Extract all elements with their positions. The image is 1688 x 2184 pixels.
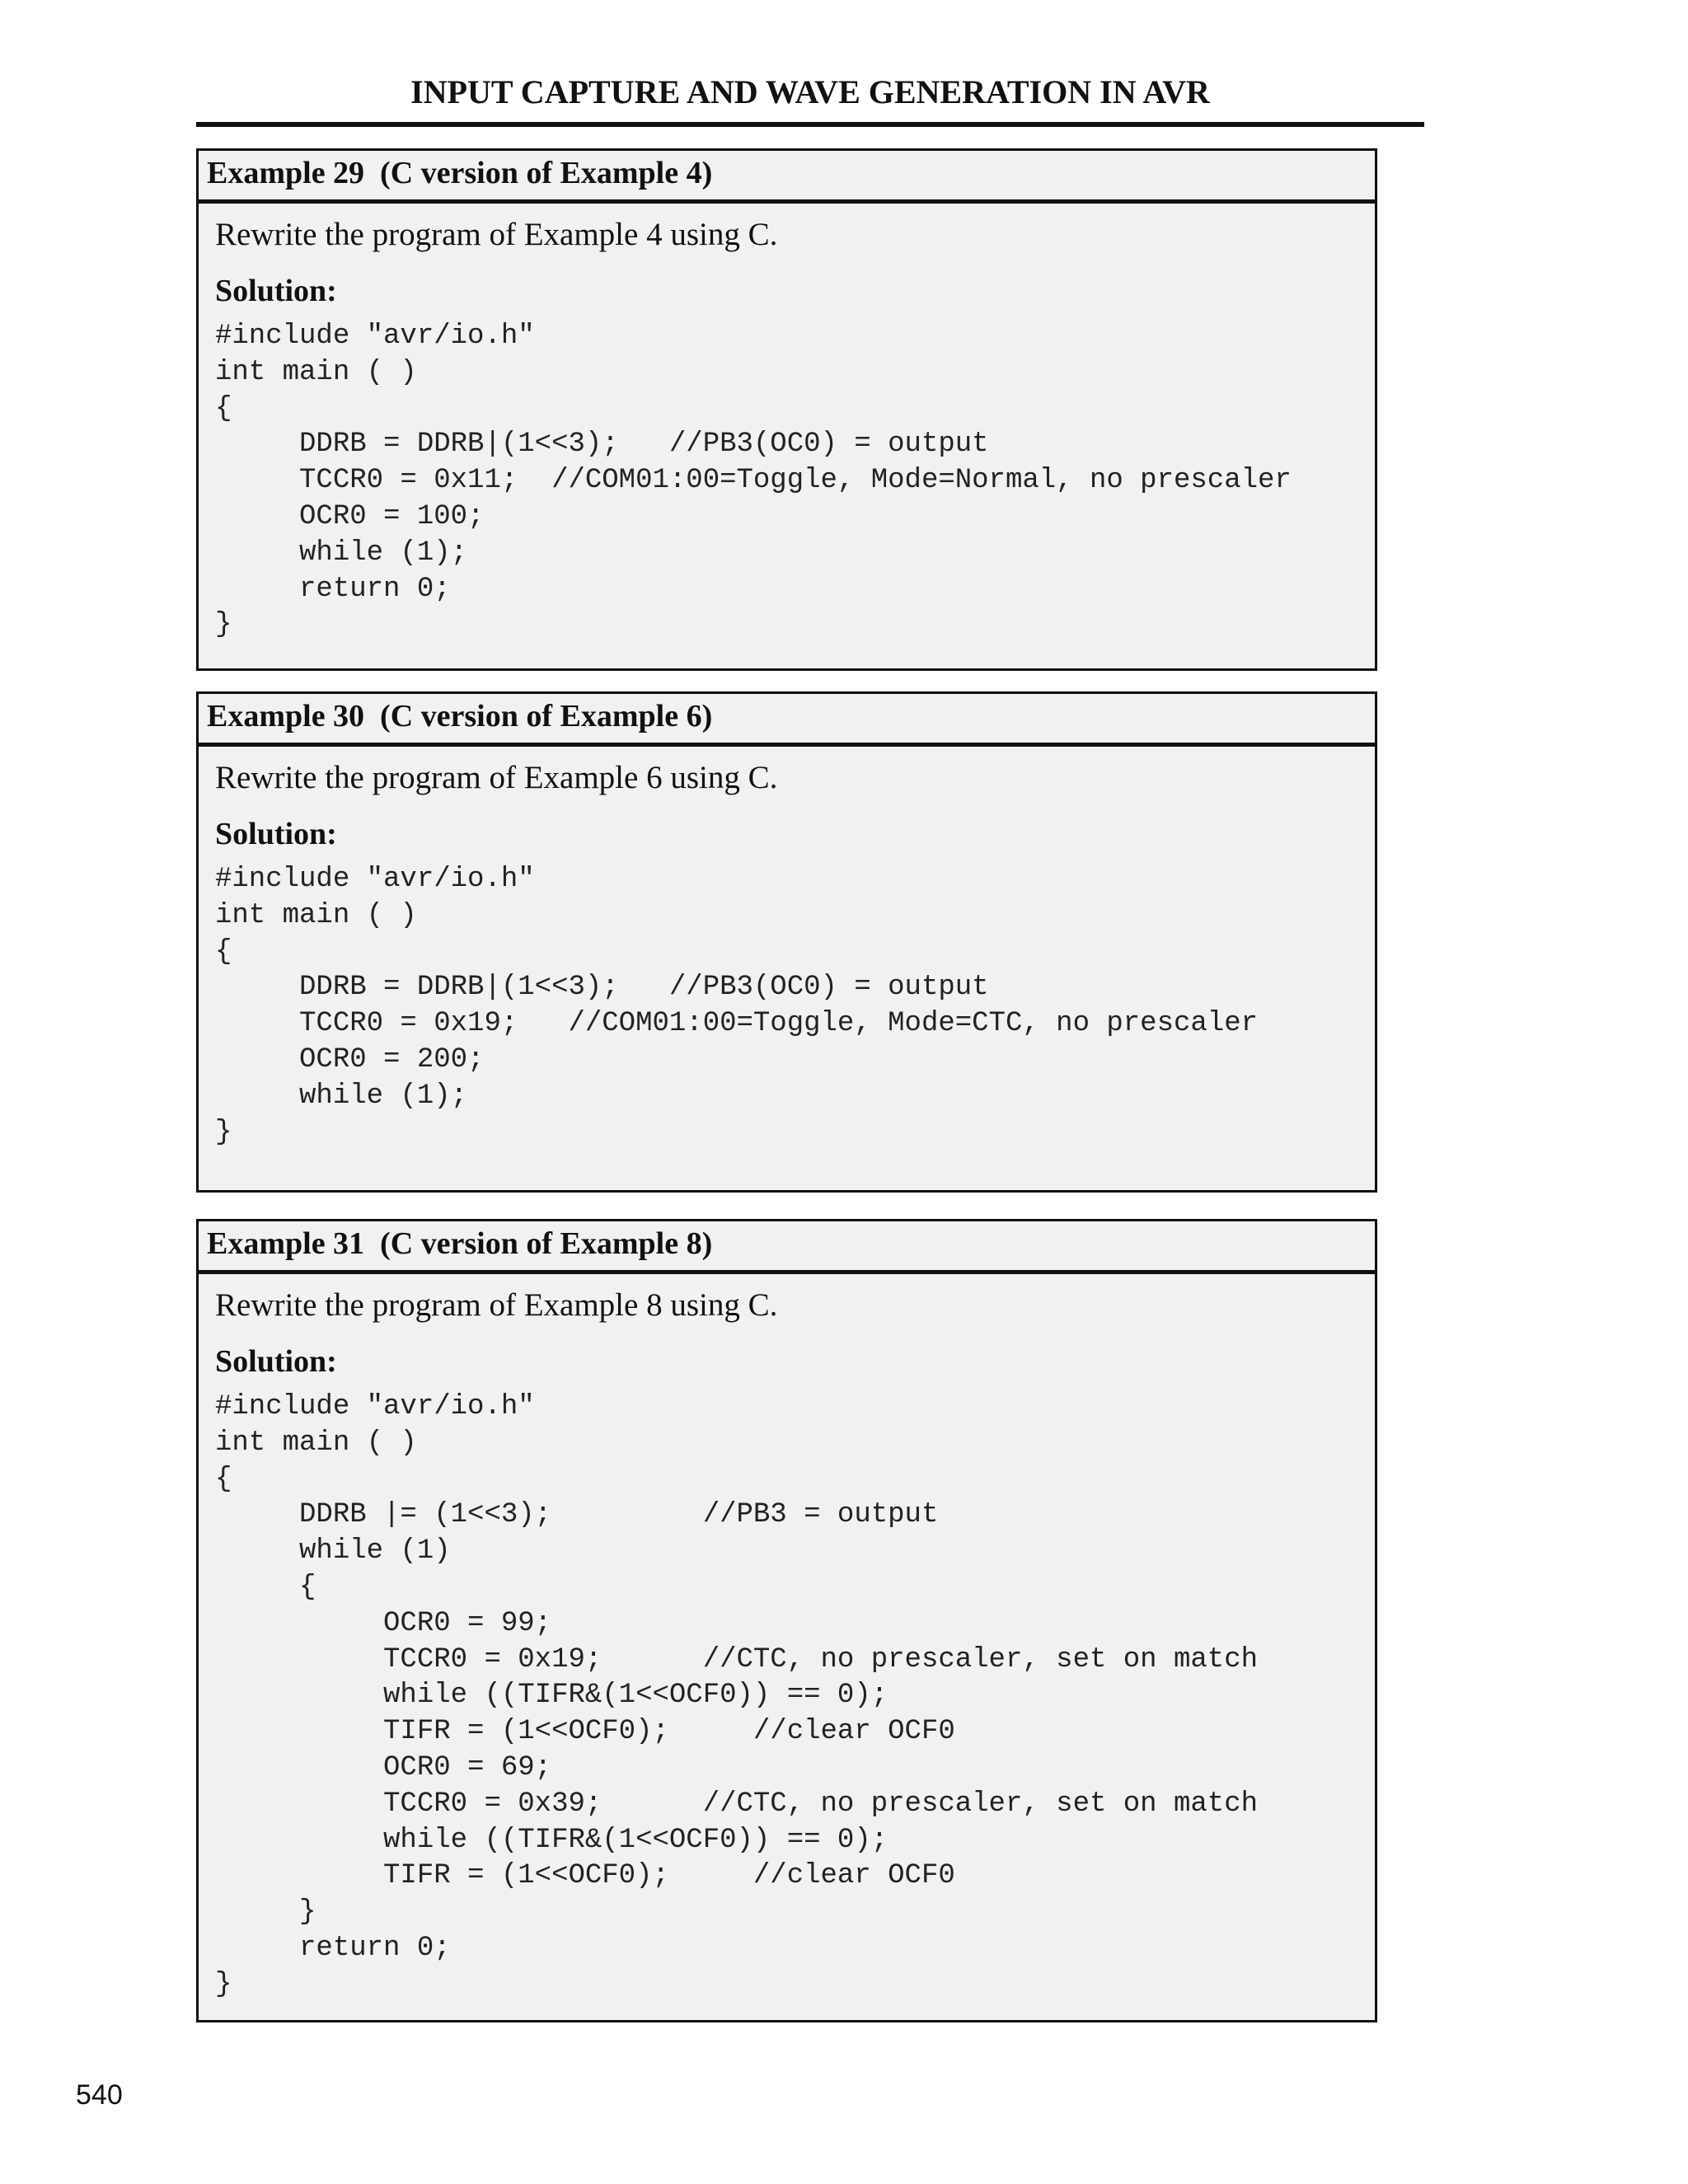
code-line: while (1) (215, 1535, 451, 1568)
code-line: OCR0 = 99; (215, 1607, 552, 1639)
code-line: return 0; (215, 1932, 451, 1964)
code-line: { (215, 1463, 232, 1495)
example-31-solution-label: Solution: (215, 1344, 337, 1379)
code-line: OCR0 = 100; (215, 500, 485, 532)
code-line: } (215, 1896, 316, 1929)
code-line: int main ( ) (215, 356, 417, 388)
example-30-box (196, 691, 1377, 1193)
code-line: TIFR = (1<<OCF0); //clear OCF0 (215, 1860, 955, 1892)
code-line: { (215, 935, 232, 968)
example-29-task: Rewrite the program of Example 4 using C. (215, 217, 778, 252)
code-line: OCR0 = 69; (215, 1751, 552, 1783)
page-header-title: INPUT CAPTURE AND WAVE GENERATION IN AVR (410, 73, 1210, 110)
page-number: 540 (76, 2079, 123, 2111)
example-30-solution-label: Solution: (215, 817, 337, 851)
example-31-body (199, 1274, 1375, 2004)
code-line: while (1); (215, 1080, 468, 1112)
code-line: DDRB = DDRB|(1<<3); //PB3(OC0) = output (215, 972, 989, 1004)
code-line: DDRB = DDRB|(1<<3); //PB3(OC0) = output (215, 429, 989, 461)
code-line: TCCR0 = 0x11; //COM01:00=Toggle, Mode=Normal, no prescaler (215, 465, 1292, 497)
example-31-task: Rewrite the program of Example 8 using C. (215, 1287, 778, 1323)
header-rule (196, 122, 1424, 127)
code-line: } (215, 1116, 232, 1148)
code-line: int main ( ) (215, 899, 417, 931)
code-line: #include "avr/io.h" (215, 1391, 535, 1422)
code-line: TCCR0 = 0x19; //COM01:00=Toggle, Mode=CTC, no prescaler (215, 1008, 1259, 1040)
code-line: TIFR = (1<<OCF0); //clear OCF0 (215, 1716, 955, 1748)
example-30-task: Rewrite the program of Example 6 using C. (215, 760, 778, 795)
example-30-title: Example 30 (C version of Example 6) (199, 694, 1375, 747)
code-line: { (215, 1571, 316, 1603)
code-line: TCCR0 = 0x19; //CTC, no prescaler, set on match (215, 1643, 1259, 1675)
code-line: DDRB |= (1<<3); //PB3 = output (215, 1499, 939, 1531)
example-29-body (199, 204, 1375, 644)
example-29-code (215, 319, 1375, 644)
example-29-box (196, 148, 1377, 671)
example-29-solution-label: Solution: (215, 274, 337, 308)
code-line: return 0; (215, 573, 451, 605)
code-line: OCR0 = 200; (215, 1043, 485, 1076)
example-29-title: Example 29 (C version of Example 4) (199, 151, 1375, 204)
code-line: while (1); (215, 537, 468, 569)
code-line: { (215, 392, 232, 424)
example-30-code (215, 862, 1375, 1151)
example-31-code (215, 1390, 1375, 2004)
example-31-title: Example 31 (C version of Example 8) (199, 1221, 1375, 1274)
code-line: TCCR0 = 0x39; //CTC, no prescaler, set on match (215, 1788, 1259, 1820)
example-31-box (196, 1219, 1377, 2022)
code-line: } (215, 1968, 232, 2000)
code-line: while ((TIFR&(1<<OCF0)) == 0); (215, 1680, 889, 1712)
example-30-body (199, 747, 1375, 1151)
code-line: } (215, 609, 232, 641)
code-line: #include "avr/io.h" (215, 321, 535, 352)
code-line: while ((TIFR&(1<<OCF0)) == 0); (215, 1824, 889, 1856)
code-line: int main ( ) (215, 1427, 417, 1459)
code-line: #include "avr/io.h" (215, 864, 535, 895)
